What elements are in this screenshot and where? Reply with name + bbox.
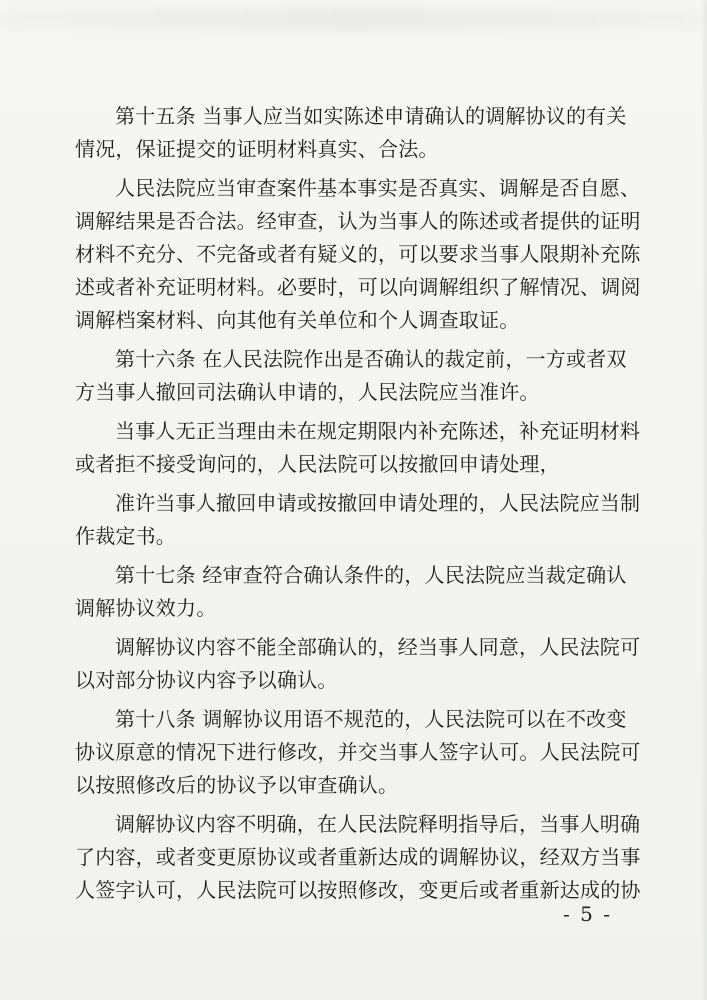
text-line: 方当事人撤回司法确认申请的，人民法院应当准许。 [75, 380, 540, 404]
text-line: 调解档案材料、向其他有关单位和个人调查取证。 [75, 308, 520, 332]
paragraph-court-review [75, 172, 640, 337]
paragraph-ruling [75, 487, 640, 553]
text-line: 协议原意的情况下进行修改，并交当事人签字认可。人民法院可 [75, 740, 641, 764]
document-body [75, 100, 640, 913]
paragraph-article-18 [75, 703, 640, 802]
paragraph-unclear-content [75, 808, 640, 907]
text-line: 当事人无正当理由未在规定期限内补充陈述，补充证明材料 [115, 419, 641, 443]
paragraph-article-16 [75, 343, 640, 409]
text-line: 述或者补充证明材料。必要时，可以向调解组织了解情况、调阅 [75, 275, 641, 299]
text-line: 准许当事人撤回申请或按撤回申请处理的，人民法院应当制 [115, 491, 641, 515]
paragraph-no-reason [75, 415, 640, 481]
paragraph-partial-confirm [75, 631, 640, 697]
text-line: 材料不充分、不完备或者有疑义的，可以要求当事人限期补充陈 [75, 242, 641, 266]
text-line: 调解协议效力。 [75, 596, 217, 620]
text-line: 第十六条 在人民法院作出是否确认的裁定前，一方或者双 [115, 347, 627, 371]
text-line: 人民法院应当审查案件基本事实是否真实、调解是否自愿、 [115, 176, 641, 200]
scan-smudge [0, 8, 707, 30]
text-line: 调解结果是否合法。经审查，认为当事人的陈述或者提供的证明 [75, 209, 641, 233]
text-line: 第十七条 经审查符合确认条件的，人民法院应当裁定确认 [115, 563, 627, 587]
text-line: 了内容，或者变更原协议或者重新达成的调解协议，经双方当事 [75, 845, 641, 869]
text-line: 调解协议内容不明确，在人民法院释明指导后，当事人明确 [115, 812, 641, 836]
text-line: 调解协议内容不能全部确认的，经当事人同意，人民法院可 [115, 635, 641, 659]
text-line: 人签字认可，人民法院可以按照修改，变更后或者重新达成的协 [75, 878, 641, 902]
text-line: 第十五条 当事人应当如实陈述申请确认的调解协议的有关 [115, 104, 627, 128]
text-line: 情况，保证提交的证明材料真实、合法。 [75, 137, 439, 161]
text-line: 作裁定书。 [75, 524, 176, 548]
paragraph-article-17 [75, 559, 640, 625]
page-number: - 5 - [563, 902, 612, 926]
paragraph-article-15 [75, 100, 640, 166]
text-line: 第十八条 调解协议用语不规范的，人民法院可以在不改变 [115, 707, 627, 731]
text-line: 以对部分协议内容予以确认。 [75, 668, 338, 692]
scan-edge-shadow [701, 0, 707, 1000]
text-line: 以按照修改后的协议予以审查确认。 [75, 773, 399, 797]
text-line: 或者拒不接受询问的，人民法院可以按撤回申请处理， [75, 452, 560, 476]
